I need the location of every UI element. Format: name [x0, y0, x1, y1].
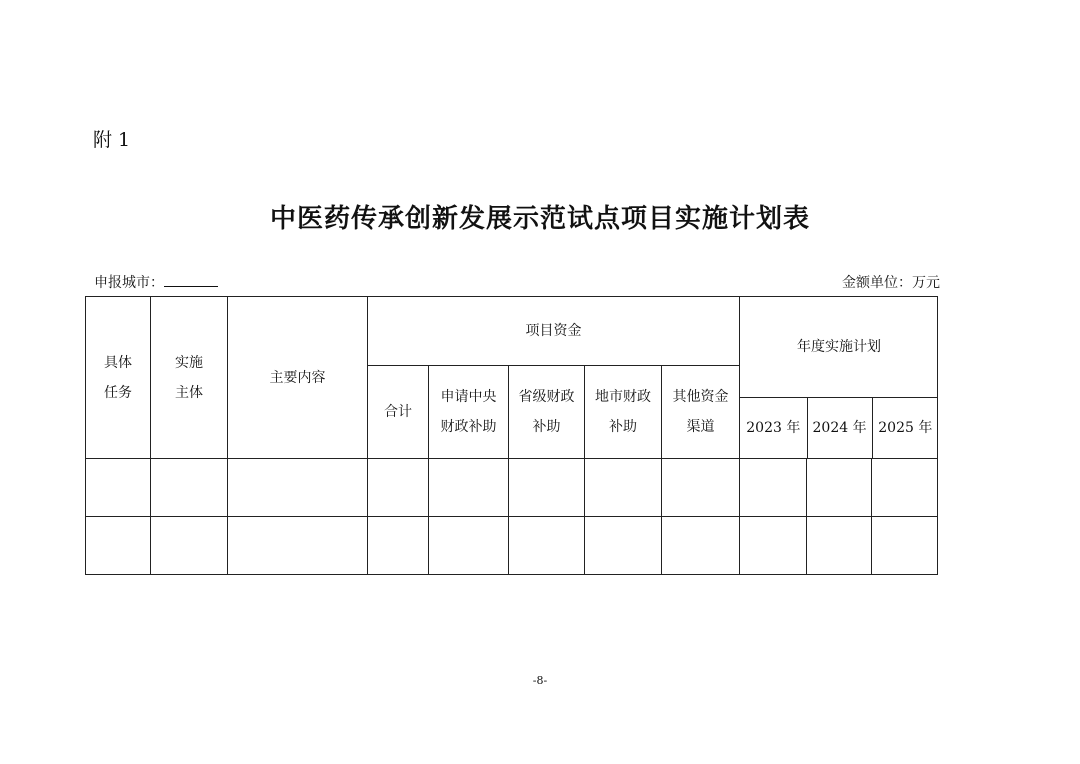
header-content: 主要内容: [228, 297, 368, 459]
table-cell: [509, 459, 585, 517]
city-label: 申报城市：: [94, 275, 164, 291]
header-total: 合计: [368, 366, 429, 459]
header-row-1: [86, 297, 938, 366]
table-cell: [228, 459, 368, 517]
header-year-2024: 2024 年: [807, 397, 872, 458]
document-title: 中医药传承创新发展示范试点项目实施计划表: [269, 204, 810, 234]
header-annual-plan: 年度实施计划: [740, 297, 938, 397]
city-field: [94, 272, 218, 292]
unit-label: 金额单位：万元: [842, 275, 940, 291]
annual-plan-subtable: [740, 297, 938, 458]
table-row: [86, 459, 938, 517]
header-central: 申请中央 财政补助: [429, 366, 509, 459]
table-cell: [151, 517, 228, 575]
header-annual-plan-group: [740, 297, 938, 459]
table-cell: [429, 459, 509, 517]
table-cell: [585, 459, 662, 517]
table-cell: [807, 459, 872, 517]
header-subject: 实施 主体: [151, 297, 228, 459]
table-cell: [86, 517, 151, 575]
header-municipal: 地市财政 补助: [585, 366, 662, 459]
table-cell: [368, 517, 429, 575]
table-row: [86, 517, 938, 575]
table-cell: [872, 517, 938, 575]
table-cell: [872, 459, 938, 517]
table-cell: [368, 459, 429, 517]
table-cell: [429, 517, 509, 575]
table-cell: [740, 459, 807, 517]
annex-label: 附 1: [93, 129, 131, 151]
table-cell: [662, 517, 740, 575]
table-cell: [509, 517, 585, 575]
table-cell: [807, 517, 872, 575]
city-blank-line: [164, 272, 218, 287]
page-number: -8-: [532, 674, 548, 687]
header-provincial: 省级财政 补助: [509, 366, 585, 459]
header-other: 其他资金 渠道: [662, 366, 740, 459]
table-cell: [151, 459, 228, 517]
header-year-2025: 2025 年: [878, 419, 933, 436]
plan-table: [85, 296, 938, 575]
table-cell: [585, 517, 662, 575]
table-cell: [228, 517, 368, 575]
table-cell: [740, 517, 807, 575]
header-year-2023: 2023 年: [740, 397, 807, 458]
header-funds: 项目资金: [368, 297, 740, 366]
table-cell: [662, 459, 740, 517]
header-task: 具体 任务: [86, 297, 151, 459]
table-cell: [86, 459, 151, 517]
